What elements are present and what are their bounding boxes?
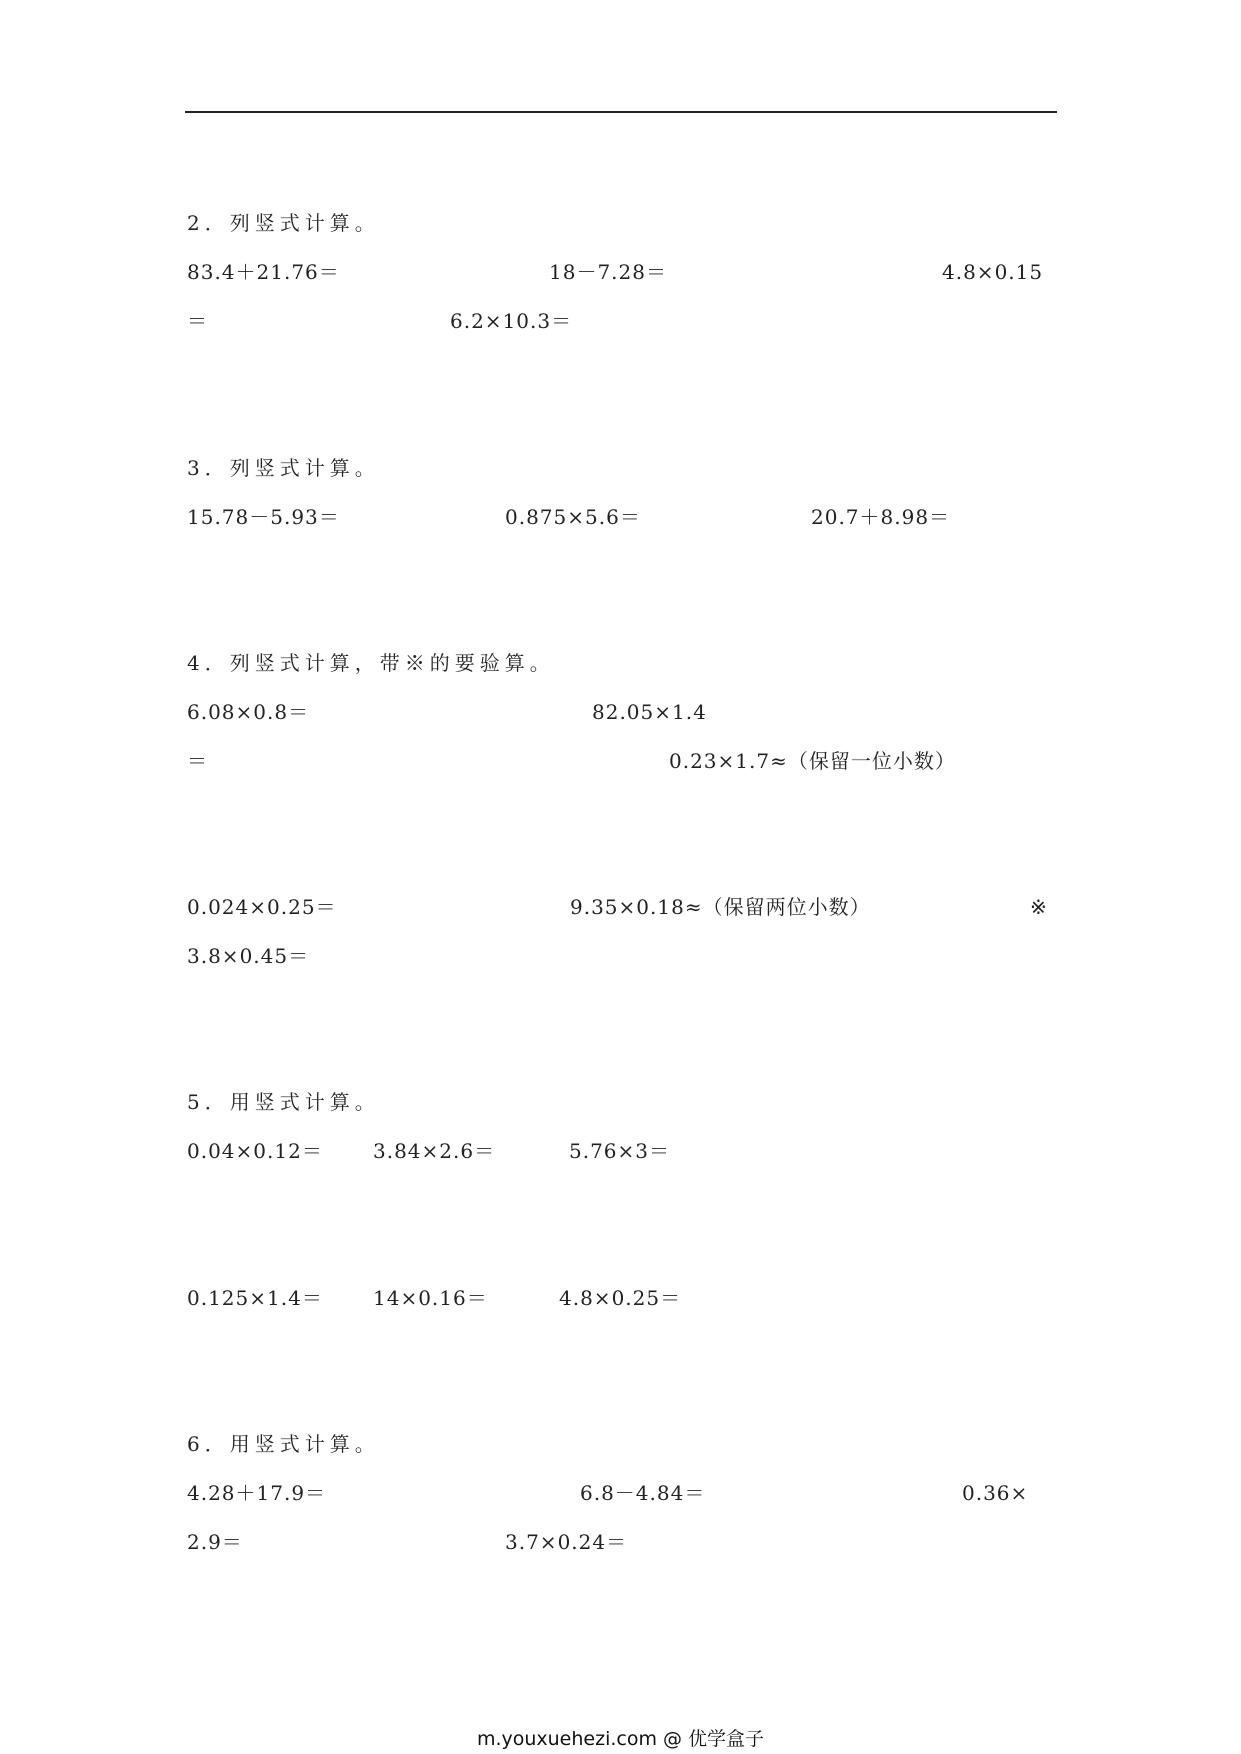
q2-item-1: 83.4＋21.76＝	[187, 260, 340, 284]
q4-item-5: 9.35×0.18≈（保留两位小数）	[570, 895, 871, 919]
q5-item-1: 0.04×0.12＝	[187, 1139, 323, 1163]
q2-item-3: 4.8×0.15	[942, 260, 1044, 284]
q4-item-6: 3.8×0.45＝	[187, 944, 310, 968]
q5-item-5: 14×0.16＝	[373, 1286, 488, 1310]
q4-item-4: 0.024×0.25＝	[187, 895, 337, 919]
q4-item-2-equals: ＝	[187, 749, 208, 773]
q3-item-2: 0.875×5.6＝	[505, 505, 641, 529]
q5-item-2: 3.84×2.6＝	[373, 1139, 496, 1163]
q6-item-3-cont: 2.9＝	[187, 1530, 243, 1554]
header-rule	[185, 111, 1057, 113]
q4-item-1: 6.08×0.8＝	[187, 700, 310, 724]
q6-item-4: 3.7×0.24＝	[505, 1530, 628, 1554]
q5-heading: 5．用竖式计算。	[187, 1090, 380, 1114]
q3-heading: 3．列竖式计算。	[187, 456, 380, 480]
q4-item-2: 82.05×1.4	[592, 700, 707, 724]
q2-item-3-equals: ＝	[187, 309, 208, 333]
q5-item-4: 0.125×1.4＝	[187, 1286, 323, 1310]
q2-heading: 2．列竖式计算。	[187, 211, 380, 235]
q6-item-2: 6.8－4.84＝	[580, 1481, 706, 1505]
q3-item-3: 20.7＋8.98＝	[811, 505, 951, 529]
footer-watermark: m.youxuehezi.com @ 优学盒子	[476, 1728, 765, 1750]
q6-item-3: 0.36×	[962, 1481, 1029, 1505]
q2-item-4: 6.2×10.3＝	[450, 309, 573, 333]
q5-item-6: 4.8×0.25＝	[559, 1286, 682, 1310]
q4-check-mark: ※	[1030, 895, 1048, 919]
q4-heading: 4．列竖式计算，带※的要验算。	[187, 651, 555, 675]
q6-heading: 6．用竖式计算。	[187, 1432, 380, 1456]
q2-item-2: 18－7.28＝	[549, 260, 667, 284]
q3-item-1: 15.78－5.93＝	[187, 505, 340, 529]
q6-item-1: 4.28＋17.9＝	[187, 1481, 327, 1505]
q5-item-3: 5.76×3＝	[569, 1139, 671, 1163]
q4-item-3: 0.23×1.7≈（保留一位小数）	[669, 749, 956, 773]
